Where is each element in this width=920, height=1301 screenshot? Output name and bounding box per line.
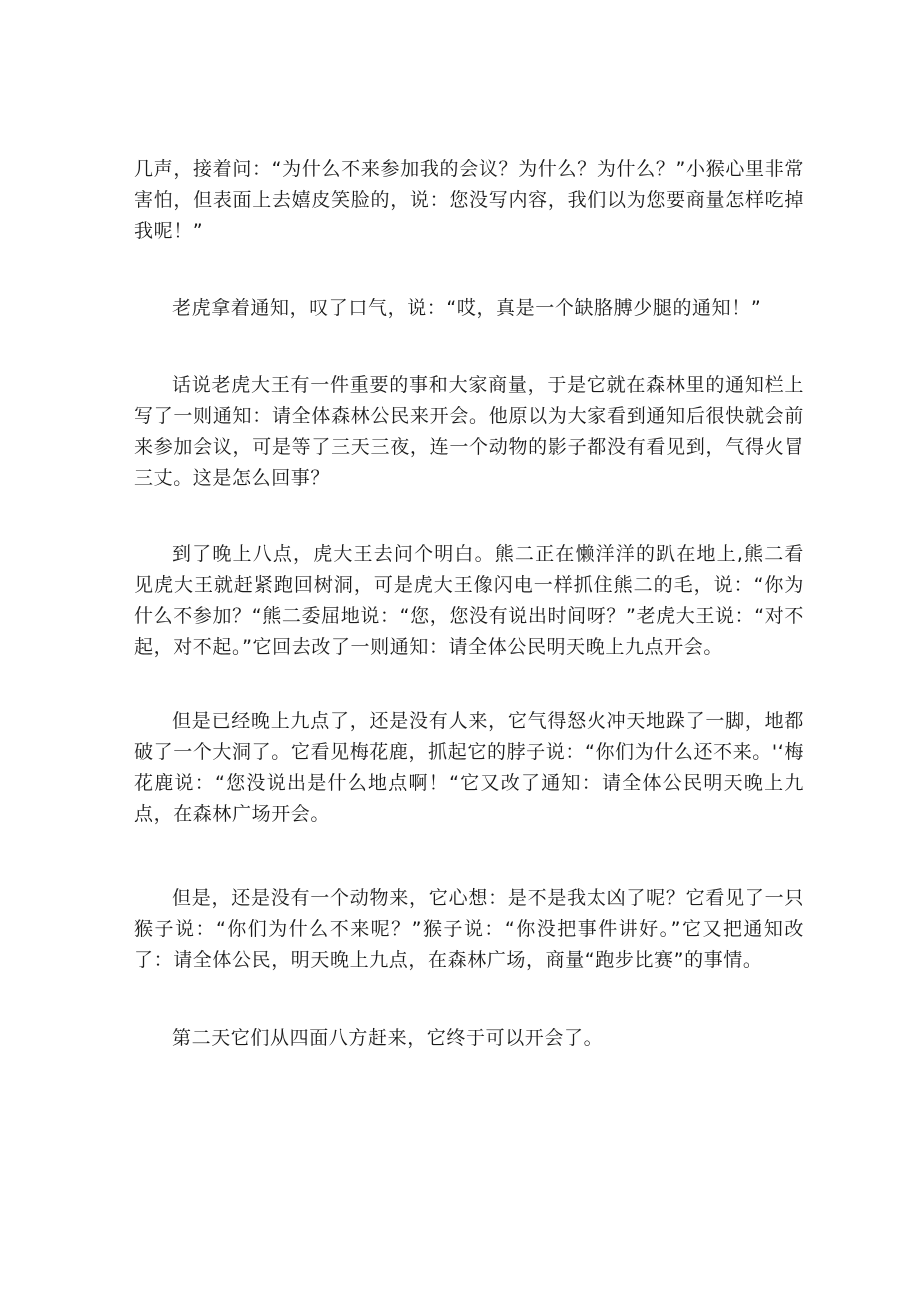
paragraph-story-intro: 话说老虎大王有一件重要的事和大家商量，于是它就在森林里的通知栏上写了一则通知：请全体森林公民来开会。他原以为大家看到通知后很快就会前来参加会议，可是等了三天三夜，连一个动物的影子都没有看见到，气得火冒三丈。这是怎么回事？ — [134, 374, 804, 489]
paragraph-bear: 到了晚上八点，虎大王去问个明白。熊二正在懒洋洋的趴在地上,熊二看见虎大王就赶紧跑回树洞，可是虎大王像闪电一样抓住熊二的毛，说：“你为什么不参加？“熊二委屈地说：“您，您没有说出时间呀？”老虎大王说：“对不起，对不起。”它回去改了一则通知：请全体公民明天晚上九点开会。 — [134, 543, 804, 658]
paragraph-monkey: 但是，还是没有一个动物来，它心想：是不是我太凶了呢？它看见了一只猴子说：“你们为什么不来呢？”猴子说：“你没把事件讲好。”它又把通知改了：请全体公民，明天晚上九点，在森林广场，商量“跑步比赛”的事情。 — [134, 887, 804, 971]
paragraph-continuation: 几声，接着问：“为什么不来参加我的会议？为什么？为什么？”小猴心里非常害怕，但表面上去嬉皮笑脸的，说：您没写内容，我们以为您要商量怎样吃掉我呢！” — [134, 158, 804, 242]
paragraph-tiger-sighs: 老虎拿着通知，叹了口气，说：“哎，真是一个缺胳膊少腿的通知！” — [172, 297, 762, 319]
paragraph-ending: 第二天它们从四面八方赶来，它终于可以开会了。 — [172, 1027, 604, 1049]
paragraph-deer: 但是已经晚上九点了，还是没有人来，它气得怒火冲天地跺了一脚，地都破了一个大洞了。它看见梅花鹿，抓起它的脖子说：“你们为什么还不来。'‘梅花鹿说：“您没说出是什么地点啊！“它又改了通知：请全体公民明天晚上九点，在森林广场开会。 — [134, 710, 804, 825]
